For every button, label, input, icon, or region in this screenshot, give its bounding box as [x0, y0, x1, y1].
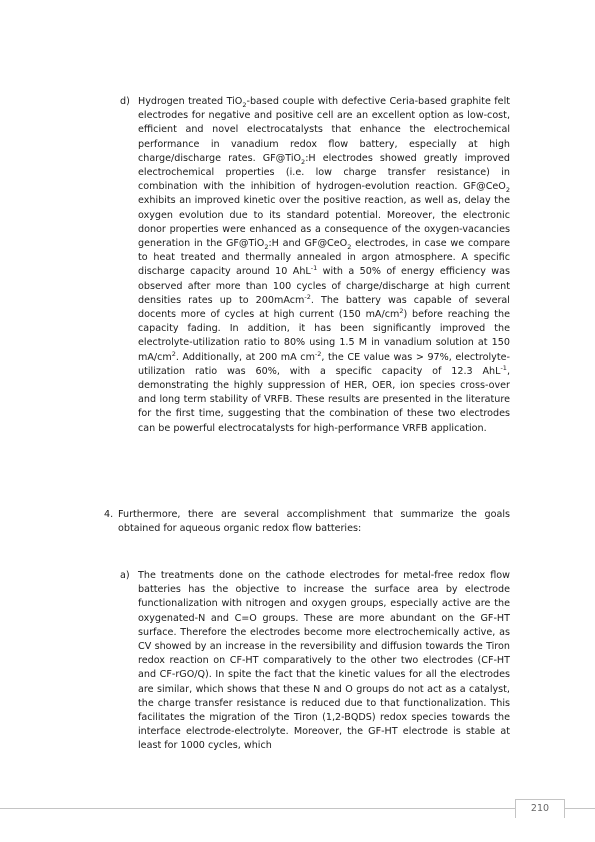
page-number: 210 [515, 799, 565, 818]
list-item-a [120, 569, 510, 754]
footer-rule [0, 808, 595, 809]
list-marker: a) [120, 570, 130, 581]
list-item-d [120, 95, 510, 436]
list-marker: 4. [104, 509, 114, 520]
paragraph-text: Hydrogen treated TiO$_2$-based couple with defective Ceria-based graphite felt electrodes for negative and positive cell are an excellent option as low-cost, efficient and novel electrocatalysts that enhance the electrochemical performance in vanadium redox flow battery, especially at high charge/discharge rates. GF@TiO$_2$:H electrodes showed greatly improved electrochemical properties (i.e. low charge transfer resistance) in combination with the inhibition of hydrogen-evolution reaction. GF@CeO$_2$ exhibits an improved kinetic over the positive reaction, as well as, delay the oxygen evolution due to its standard potential. Moreover, the electronic donor properties were enhanced as a consequence of the oxygen-vacancies generation in the GF@TiO$_2$:H and GF@CeO$_2$ electrodes, in case we compare to heat treated and thermally annealed in argon atmosphere. A specific discharge capacity around 10 AhL$^{-1}$ with a 50% of energy efficiency was observed after more than 100 cycles of charge/discharge at high current densities rates up to 200mAcm$^{-2}$. The battery was capable of several docents more of cycles at high current (150 $mA/cm^2$) before reaching the capacity fading. In addition, it has been significantly improved the electrolyte-utilization ratio to 80% using 1.5 M in vanadium solution at 150 $mA/cm^2$. Additionally, at 200 mA $cm^{-2}$, the CE value was > 97%, electrolyte-utilization ratio was 60%, with a specific capacity of 12.3 AhL$^{-1}$, demonstrating the highly suppression of HER, OER, ion species cross-over and long term stability of VRFB. These results are presented in the literature for the first time, suggesting that the combination of these two electrodes can be powerful electrocatalysts for high-performance VRFB application. [138, 96, 511, 434]
paragraph-text: Furthermore, there are several accomplishment that summarize the goals obtained for aqueous organic redox flow batteries: [118, 509, 510, 535]
paragraph-text: The treatments done on the cathode electrodes for metal-free redox flow batteries has the objective to increase the surface area by electrode functionalization with nitrogen and oxygen groups, especially active are the oxygenated-N and C=O groups. These are more abundant on the GF-HT surface. Therefore the electrodes become more electrochemically active, as CV showed by an increase in the reversibility and diffusion towards the Tiron redox reaction on CF-HT comparatively to the other two electrodes (CF-HT and CF-rGO/Q). In spite the fact that the kinetic values for all the electrodes are similar, which shows that these N and O groups do not act as a catalyst, the charge transfer resistance is reduced due to that functionalization. This facilitates the migration of the Tiron (1,2-BQDS) redox species towards the interface electrode-electrolyte. Moreover, the GF-HT electrode is stable at least for 1000 cycles, which [138, 570, 510, 752]
list-marker: d) [120, 96, 130, 107]
list-item-4 [104, 508, 510, 536]
